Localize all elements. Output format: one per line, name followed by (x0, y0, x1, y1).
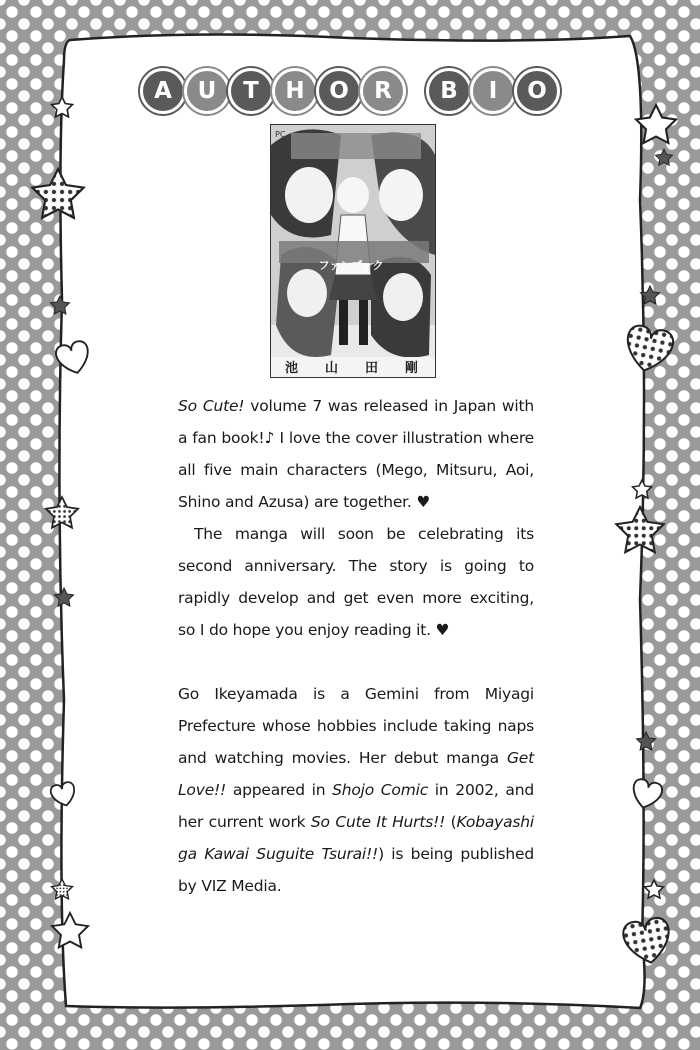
cover-author-char: 山 (325, 361, 339, 376)
title-letter: I (470, 68, 516, 114)
star-icon (616, 507, 664, 552)
title-so-cute: So Cute! (178, 397, 245, 415)
title-shojo-comic: Shojo Comic (332, 781, 429, 799)
bio-paragraph-1-text: volume 7 was released in Japan with a fan book!♪ I love the cover illustration where all five main characters (Mego, Mitsuru, Aoi, Shino and Azusa) are together. ♥ (178, 397, 534, 511)
star-icon (636, 105, 676, 143)
title-letter: H (272, 68, 318, 114)
title-letter: O (514, 68, 560, 114)
star-icon (32, 169, 83, 218)
bio-p3-c: appeared in (226, 781, 333, 799)
star-icon (645, 880, 664, 898)
title-letter: R (360, 68, 406, 114)
star-icon (641, 286, 660, 304)
cover-subtitle: ファンブック (318, 259, 384, 272)
cover-author-char: 田 (365, 361, 379, 376)
star-icon (52, 879, 73, 899)
star-icon (51, 296, 70, 314)
title-letter: U (184, 68, 230, 114)
cover-badge: PC (275, 130, 286, 139)
title-letter: A (140, 68, 186, 114)
bio-p3-e: in 2002, and her current work (178, 781, 534, 831)
cover-author-char: 池 (285, 361, 299, 376)
title-letter: O (316, 68, 362, 114)
star-icon (633, 480, 652, 498)
heart-icon (54, 339, 93, 377)
star-icon (52, 913, 88, 947)
bio-p3-a: Go Ikeyamada is a Gemini from Miyagi Prefecture whose hobbies include taking naps and watching movies. Her debut manga (178, 685, 534, 767)
star-icon (55, 588, 74, 606)
star-icon (46, 497, 78, 528)
bio-paragraph-2: The manga will soon be celebrating its second anniversary. The story is going to rapidly develop and get even more exciting, so I do hope you enjoy reading it. ♥ (178, 525, 534, 639)
title-letter: T (228, 68, 274, 114)
star-icon (52, 97, 73, 117)
heart-icon (49, 781, 78, 809)
heart-icon (621, 916, 673, 966)
star-icon (637, 732, 656, 750)
title-so-cute-it-hurts: So Cute It Hurts!! (310, 813, 446, 831)
heart-icon (629, 778, 664, 812)
title-letter: B (426, 68, 472, 114)
title-kobayashi: Kobayashi ga Kawai Suguite Tsurai!! (178, 813, 535, 863)
title-get-love: Get Love!! (178, 749, 534, 799)
star-icon (655, 149, 672, 165)
bio-p3-g: ( (445, 813, 457, 831)
bio-p3-i: ) is being published by VIZ Media. (178, 845, 534, 895)
cover-author-char: 剛 (405, 361, 419, 376)
heart-icon (622, 324, 675, 376)
